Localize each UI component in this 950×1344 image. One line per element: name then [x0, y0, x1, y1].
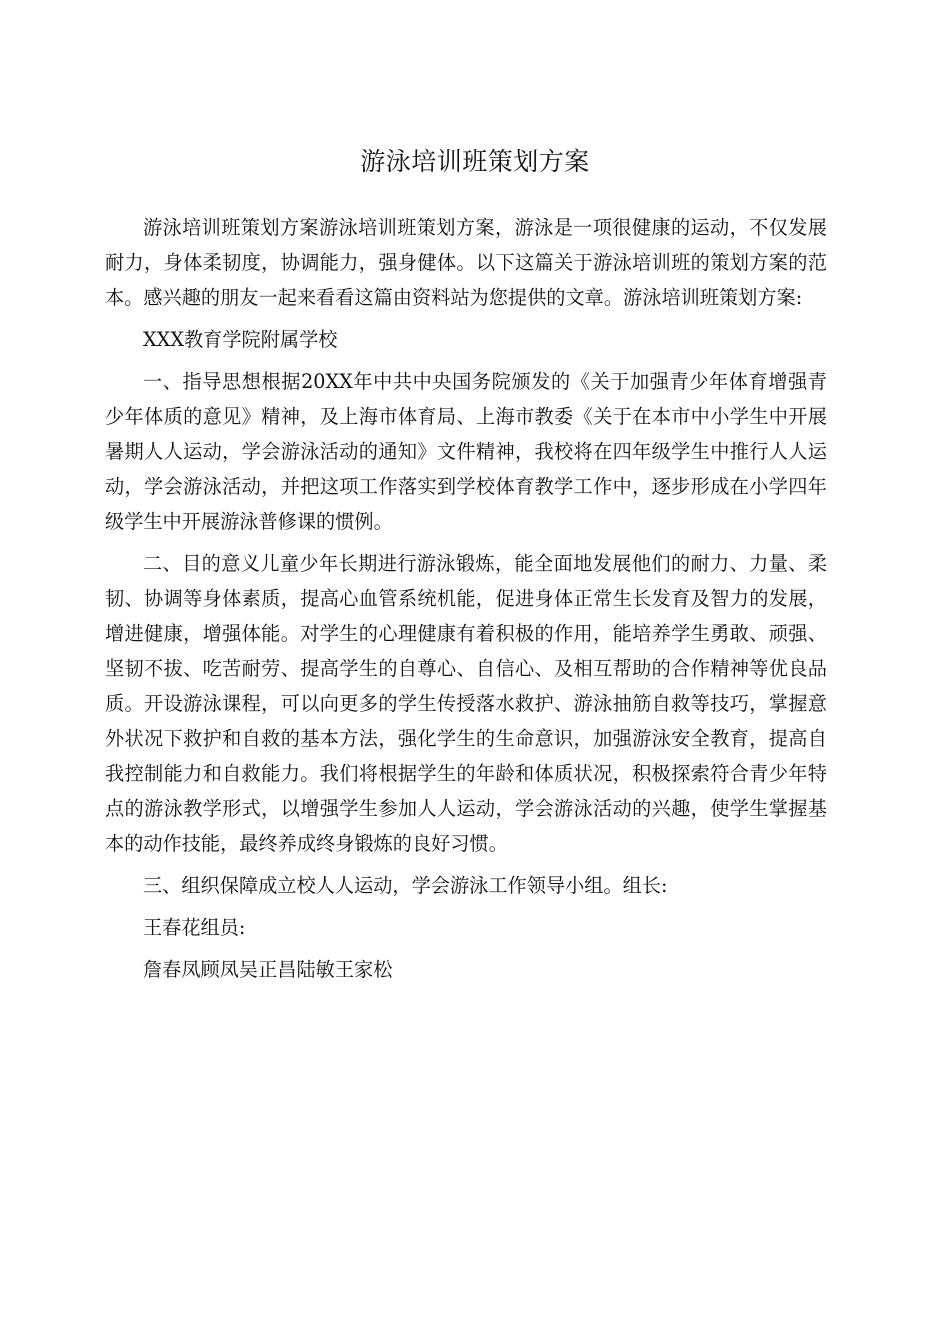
- paragraph-school: XXX教育学院附属学校: [143, 328, 338, 351]
- paragraph-members-label: 王春花组员:: [143, 916, 246, 939]
- paragraph-intro: 游泳培训班策划方案游泳培训班策划方案，游泳是一项很健康的运动，不仅发展耐力，身体柔韧度，协调能力，强身健体。以下这篇关于游泳培训班的策划方案的范本。感兴趣的朋友一起来看看这篇由资料站为您提供的文章。游泳培训班策划方案:: [105, 216, 827, 309]
- paragraph-purpose: 二、目的意义儿童少年长期进行游泳锻炼，能全面地发展他们的耐力、力量、柔韧、协调等身体素质，提高心血管系统机能，促进身体正常生长发育及智力的发展，增进健康，增强体能。对学生的心理健康有着积极的作用，能培养学生勇敢、顽强、坚韧不拔、吃苦耐劳、提高学生的自尊心、自信心、及相互帮助的合作精神等优良品质。开设游泳课程，可以向更多的学生传授落水救护、游泳抽筋自救等技巧，掌握意外状况下救护和自救的基本方法，强化学生的生命意识，加强游泳安全教育，提高自我控制能力和自救能力。我们将根据学生的年龄和体质状况，积极探索符合青少年特点的游泳教学形式，以增强学生参加人人运动，学会游泳活动的兴趣，使学生掌握基本的动作技能，最终养成终身锻炼的良好习惯。: [105, 552, 827, 855]
- document-title: 游泳培训班策划方案: [360, 147, 590, 176]
- paragraph-guiding-ideology: 一、指导思想根据20XX年中共中央国务院颁发的《关于加强青少年体育增强青少年体质的意见》精神，及上海市体育局、上海市教委《关于在本市中小学生中开展暑期人人运动，学会游泳活动的通知》文件精神，我校将在四年级学生中推行人人运动，学会游泳活动，并把这项工作落实到学校体育教学工作中，逐步形成在小学四年级学生中开展游泳普修课的惯例。: [105, 370, 827, 533]
- paragraph-organization: 三、组织保障成立校人人运动，学会游泳工作领导小组。组长:: [143, 874, 668, 897]
- paragraph-members-list: 詹春凤顾凤吴正昌陆敏王家松: [143, 958, 393, 981]
- document-body: [105, 210, 827, 994]
